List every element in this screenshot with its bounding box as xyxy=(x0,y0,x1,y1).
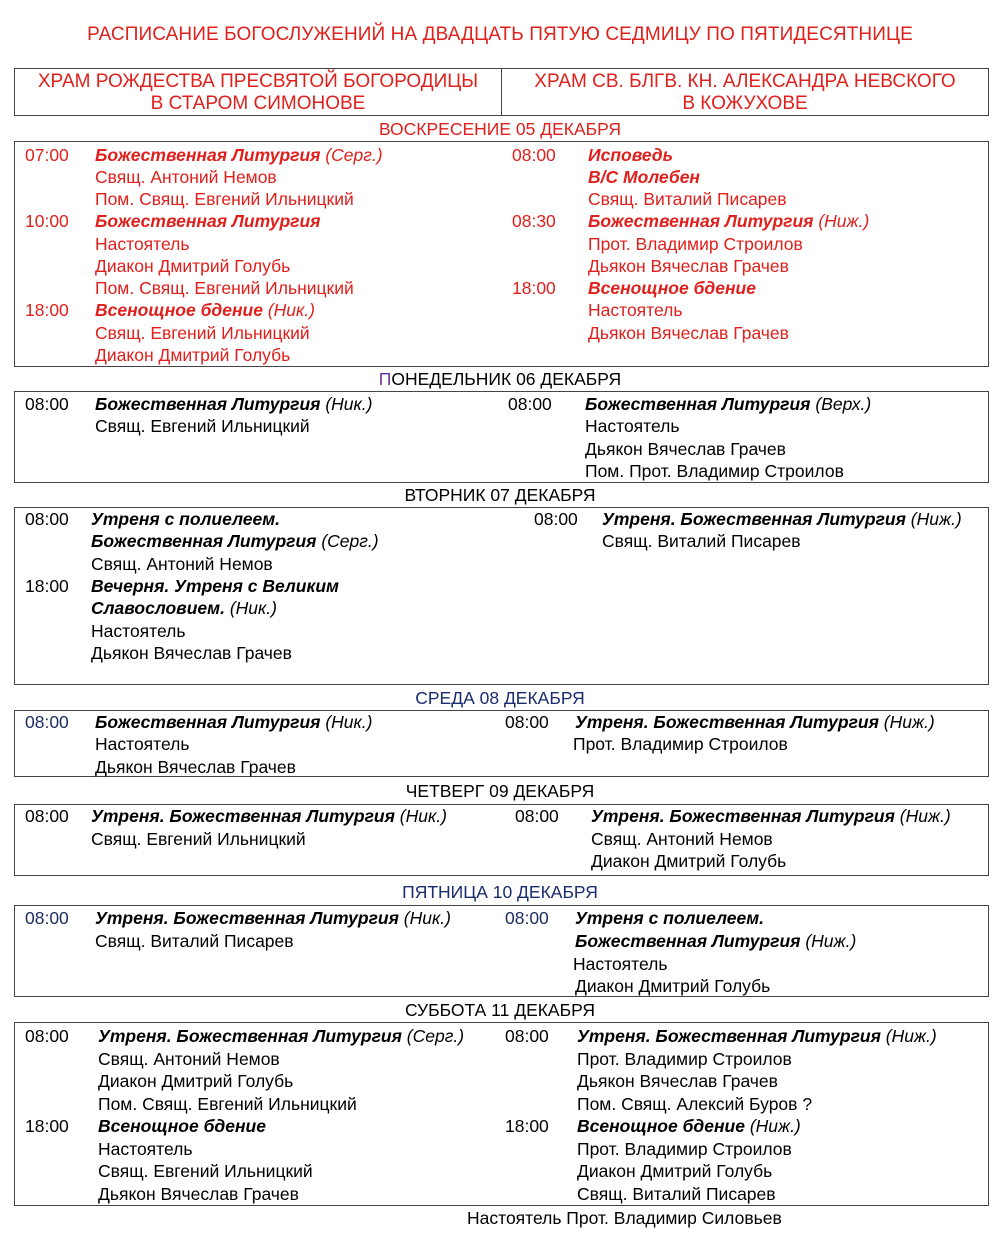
clergy-line: Дьякон Вячеслав Грачев xyxy=(98,1184,299,1204)
service-title: Всенощное бдение (Ниж.) xyxy=(577,1116,801,1136)
service-title: Утреня. Божественная Литургия (Ниж.) xyxy=(602,509,962,529)
service-time: 08:00 xyxy=(25,509,69,529)
clergy-line: Дьякон Вячеслав Грачев xyxy=(95,757,296,777)
service-title: Всенощное бдение xyxy=(588,278,756,298)
service-time: 08:00 xyxy=(25,806,69,826)
clergy-line: Дьякон Вячеслав Грачев xyxy=(588,256,789,276)
day-box-saturday xyxy=(14,1022,989,1206)
service-time: 08:00 xyxy=(25,908,69,928)
church-left-name: ХРАМ РОЖДЕСТВА ПРЕСВЯТОЙ БОГОРОДИЦЫ xyxy=(37,71,479,92)
service-title: Утреня. Божественная Литургия (Ник.) xyxy=(91,806,447,826)
service-time: 08:30 xyxy=(512,211,556,231)
service-time: 08:00 xyxy=(25,712,69,732)
clergy-line: Свящ. Евгений Ильницкий xyxy=(95,416,310,436)
service-title: Божественная Литургия (Серг.) xyxy=(91,531,379,551)
day-box-friday xyxy=(14,905,989,997)
service-title: Божественная Литургия (Ниж.) xyxy=(575,931,857,951)
clergy-line: Диакон Дмитрий Голубь xyxy=(577,1161,773,1181)
church-right xyxy=(502,69,988,115)
clergy-line: Настоятель xyxy=(585,416,680,436)
service-title: Утреня. Божественная Литургия (Ниж.) xyxy=(591,806,951,826)
clergy-line: Дьякон Вячеслав Грачев xyxy=(91,643,292,663)
service-title: В/С Молебен xyxy=(588,167,701,187)
service-time: 08:00 xyxy=(25,394,69,414)
clergy-line: Настоятель xyxy=(98,1139,193,1159)
service-title: Божественная Литургия (Ниж.) xyxy=(588,211,870,231)
rector-signature: Настоятель Прот. Владимир Силовьев xyxy=(467,1208,782,1228)
service-time: 08:00 xyxy=(25,1026,69,1046)
day-heading-friday: ПЯТНИЦА 10 ДЕКАБРЯ xyxy=(402,882,598,902)
clergy-line: Диакон Дмитрий Голубь xyxy=(95,345,291,365)
clergy-line: Свящ. Виталий Писарев xyxy=(588,189,787,209)
service-title: Славословием. (Ник.) xyxy=(91,598,277,618)
clergy-line: Свящ. Евгений Ильницкий xyxy=(98,1161,313,1181)
service-title: Исповедь xyxy=(588,145,673,165)
service-title: Всенощное бдение xyxy=(98,1116,266,1136)
service-time: 08:00 xyxy=(512,145,556,165)
clergy-line: Диакон Дмитрий Голубь xyxy=(575,976,771,996)
service-time: 08:00 xyxy=(505,712,549,732)
service-time: 08:00 xyxy=(515,806,559,826)
clergy-line: Свящ. Виталий Писарев xyxy=(602,531,801,551)
service-title: Всенощное бдение (Ник.) xyxy=(95,300,315,320)
clergy-line: Настоятель xyxy=(573,954,668,974)
clergy-line: Прот. Владимир Строилов xyxy=(588,234,803,254)
clergy-line: Настоятель xyxy=(95,234,190,254)
day-box-sunday xyxy=(14,141,989,367)
day-box-monday xyxy=(14,391,989,483)
service-title: Божественная Литургия (Ник.) xyxy=(95,394,373,414)
day-box-tuesday xyxy=(14,507,989,685)
clergy-line: Настоятель xyxy=(91,621,186,641)
clergy-line: Настоятель xyxy=(588,300,683,320)
clergy-line: Прот. Владимир Строилов xyxy=(577,1049,792,1069)
service-title: Божественная Литургия (Ник.) xyxy=(95,712,373,732)
service-title: Божественная Литургия xyxy=(95,211,321,231)
service-time: 10:00 xyxy=(25,211,69,231)
day-heading-sunday: ВОСКРЕСЕНИЕ 05 ДЕКАБРЯ xyxy=(378,119,622,139)
service-time: 18:00 xyxy=(25,1116,69,1136)
clergy-line: Свящ. Виталий Писарев xyxy=(95,931,294,951)
church-left xyxy=(15,69,502,115)
service-time: 18:00 xyxy=(505,1116,549,1136)
clergy-line: Диакон Дмитрий Голубь xyxy=(98,1071,294,1091)
service-time: 07:00 xyxy=(25,145,69,165)
clergy-line: Дьякон Вячеслав Грачев xyxy=(585,439,786,459)
clergy-line: Пом. Свящ. Евгений Ильницкий xyxy=(95,278,354,298)
church-right-name: ХРАМ СВ. БЛГВ. КН. АЛЕКСАНДРА НЕВСКОГО xyxy=(534,71,956,92)
clergy-line: Свящ. Антоний Немов xyxy=(591,829,773,849)
page-title: РАСПИСАНИЕ БОГОСЛУЖЕНИЙ НА ДВАДЦАТЬ ПЯТУЮ СЕДМИЦУ ПО ПЯТИДЕСЯТНИЦЕ xyxy=(87,24,913,45)
day-heading-saturday: СУББОТА 11 ДЕКАБРЯ xyxy=(404,1000,596,1020)
clergy-line: Пом. Свящ. Алексий Буров ? xyxy=(577,1094,813,1114)
church-left-place: В СТАРОМ СИМОНОВЕ xyxy=(150,93,366,114)
clergy-line: Свящ. Антоний Немов xyxy=(98,1049,280,1069)
day-heading-wednesday: СРЕДА 08 ДЕКАБРЯ xyxy=(415,688,585,708)
day-box-wednesday xyxy=(14,710,989,777)
clergy-line: Дьякон Вячеслав Грачев xyxy=(588,323,789,343)
clergy-line: Диакон Дмитрий Голубь xyxy=(95,256,291,276)
clergy-line: Прот. Владимир Строилов xyxy=(573,734,788,754)
clergy-line: Свящ. Виталий Писарев xyxy=(577,1184,776,1204)
clergy-line: Дьякон Вячеслав Грачев xyxy=(577,1071,778,1091)
service-title: Утреня. Божественная Литургия (Ниж.) xyxy=(575,712,935,732)
service-time: 08:00 xyxy=(505,908,549,928)
service-title: Утреня. Божественная Литургия (Серг.) xyxy=(98,1026,465,1046)
church-right-place: В КОЖУХОВЕ xyxy=(682,93,808,114)
service-time: 18:00 xyxy=(512,278,556,298)
day-box-thursday xyxy=(14,804,989,876)
service-time: 08:00 xyxy=(534,509,578,529)
clergy-line: Настоятель xyxy=(95,734,190,754)
service-title: Утреня с полиелеем. xyxy=(91,509,280,529)
service-title: Божественная Литургия (Верх.) xyxy=(585,394,872,414)
service-time: 08:00 xyxy=(505,1026,549,1046)
clergy-line: Свящ. Антоний Немов xyxy=(95,167,277,187)
day-heading-tuesday: ВТОРНИК 07 ДЕКАБРЯ xyxy=(404,485,596,505)
clergy-line: Пом. Свящ. Евгений Ильницкий xyxy=(98,1094,357,1114)
service-title: Утреня. Божественная Литургия (Ниж.) xyxy=(577,1026,937,1046)
church-header xyxy=(14,68,989,116)
service-time: 08:00 xyxy=(508,394,552,414)
clergy-line: Прот. Владимир Строилов xyxy=(577,1139,792,1159)
service-title: Божественная Литургия (Серг.) xyxy=(95,145,383,165)
service-time: 18:00 xyxy=(25,576,69,596)
service-time: 18:00 xyxy=(25,300,69,320)
clergy-line: Диакон Дмитрий Голубь xyxy=(591,851,787,871)
clergy-line: Пом. Прот. Владимир Строилов xyxy=(585,461,844,481)
clergy-line: Свящ. Евгений Ильницкий xyxy=(95,323,310,343)
clergy-line: Пом. Свящ. Евгений Ильницкий xyxy=(95,189,354,209)
day-heading-monday: ПОНЕДЕЛЬНИК 06 ДЕКАБРЯ xyxy=(378,369,622,389)
clergy-line: Свящ. Евгений Ильницкий xyxy=(91,829,306,849)
service-title: Вечерня. Утреня с Великим xyxy=(91,576,339,596)
service-title: Утреня. Божественная Литургия (Ник.) xyxy=(95,908,451,928)
service-title: Утреня с полиелеем. xyxy=(575,908,764,928)
day-heading-thursday: ЧЕТВЕРГ 09 ДЕКАБРЯ xyxy=(405,781,595,801)
clergy-line: Свящ. Антоний Немов xyxy=(91,554,273,574)
